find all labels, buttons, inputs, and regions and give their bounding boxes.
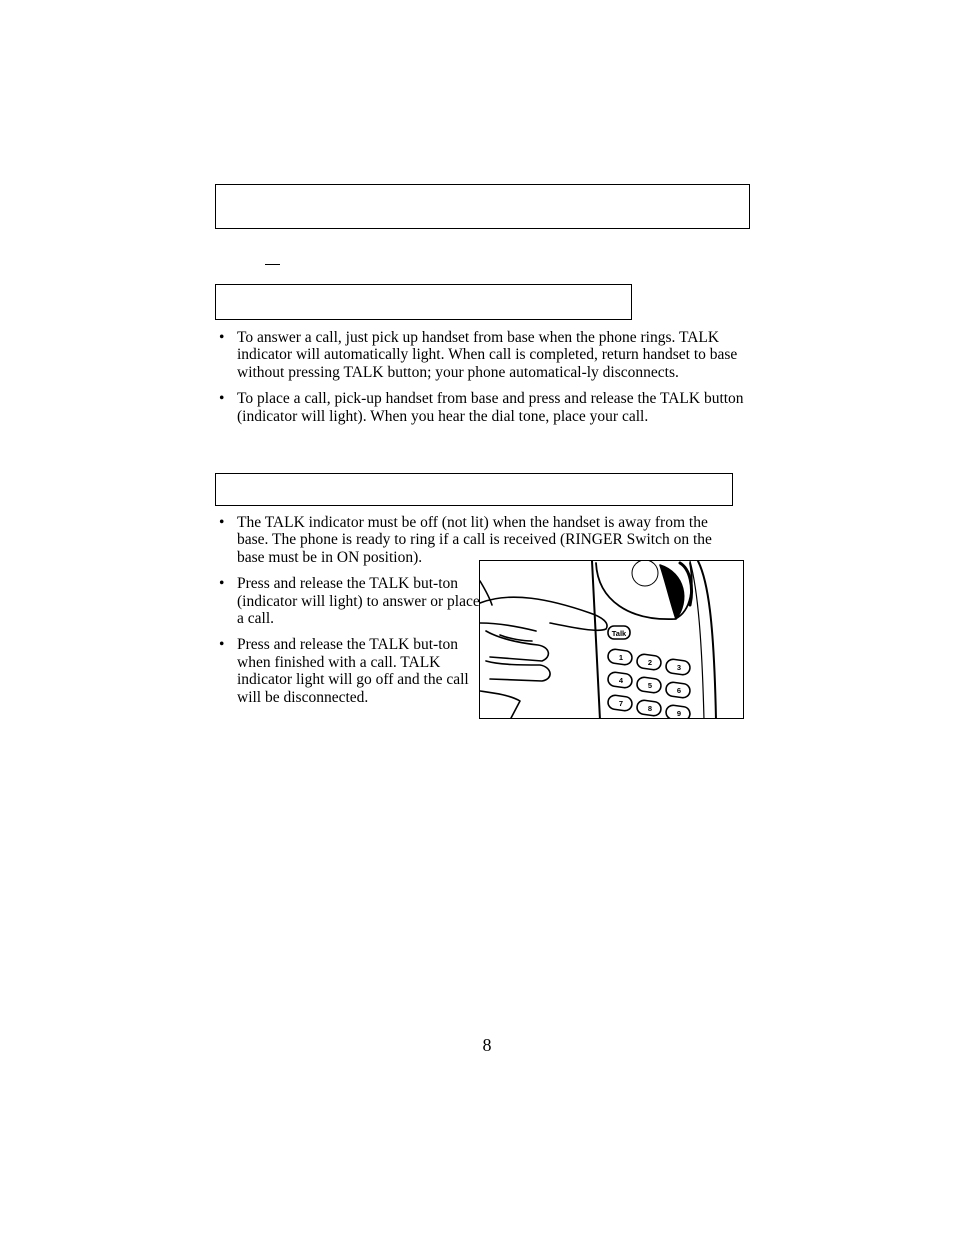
key-label: 7 [618, 699, 624, 708]
list-item: • To place a call, pick-up handset from base and press and release the TALK button (indicator will light). When you hear the dial tone, place your call. [216, 390, 746, 425]
key-label: 1 [618, 653, 624, 662]
title-box [215, 184, 750, 229]
heading-box-auto-talk [215, 284, 632, 320]
list-item: • To answer a call, just pick up handset from base when the phone rings. TALK indicator will automatically light. When call is completed, return handset to base without pressing TALK button; your phone automatical-ly disconnects. [216, 329, 746, 381]
list-item: • Press and release the TALK but-ton (indicator will light) to answer or place a call. [216, 575, 487, 627]
list-item: • Press and release the TALK but-ton when finished with a call. TALK indicator light will go off and the call will be disconnected. [216, 636, 487, 706]
key-label: 4 [618, 676, 624, 685]
key-label: 9 [676, 709, 682, 718]
finger-pressing-talk-icon [480, 561, 744, 719]
key-label: 8 [647, 704, 653, 713]
key-label: 5 [647, 681, 653, 690]
list-item-text: • The TALK indicator must be off (not lit) when the handset is away from the base. The phone is ready to ring if a call is received (RINGER Switch on the base must be in ON position). [237, 514, 712, 566]
phone-keypad-illustration [479, 560, 744, 719]
short-rule [265, 264, 280, 265]
instruction-list-auto [216, 329, 746, 434]
page-number: 8 [482, 1035, 492, 1055]
key-label: 2 [647, 658, 653, 667]
list-item [216, 514, 746, 566]
talk-key-label: Talk [611, 629, 627, 638]
key-label: 6 [676, 686, 682, 695]
key-label: 3 [676, 663, 682, 672]
heading-box-talk-button [215, 473, 733, 506]
